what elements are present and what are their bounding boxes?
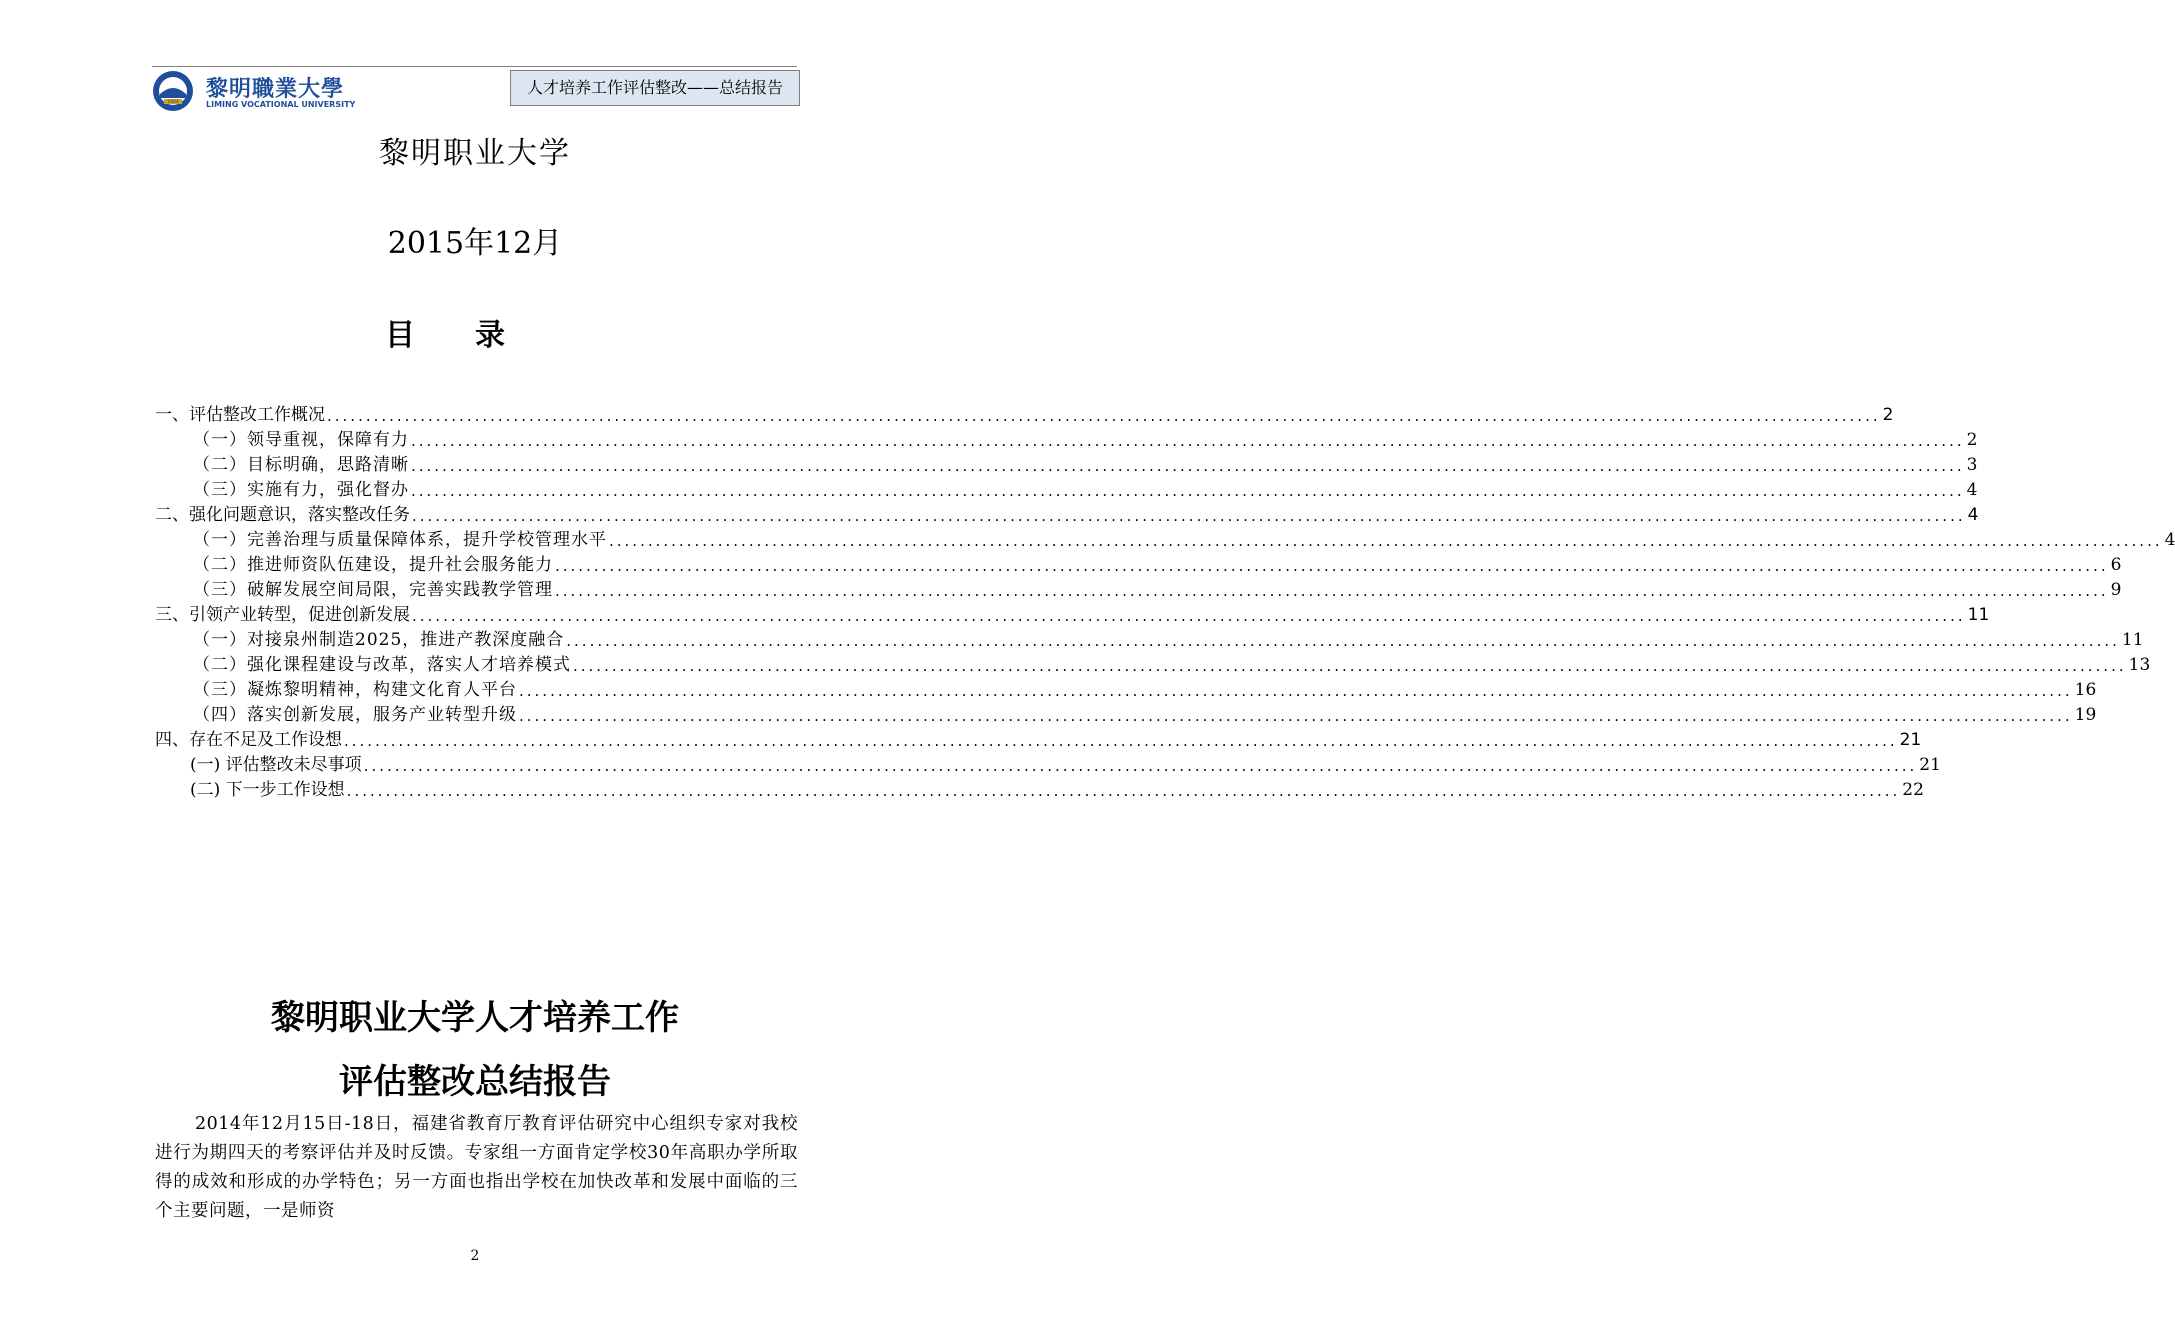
toc-entry[interactable] bbox=[155, 750, 1941, 775]
toc-page-number: 9 bbox=[2110, 580, 2122, 600]
university-logo bbox=[152, 70, 356, 114]
toc-entry-text: (二) 下一步工作设想 bbox=[190, 780, 345, 800]
toc-entry-text: （二）推进师资队伍建设，提升社会服务能力 bbox=[193, 555, 553, 575]
toc-entry-text: （三）破解发展空间局限，完善实践教学管理 bbox=[193, 580, 553, 600]
toc-page-number: 19 bbox=[2074, 705, 2097, 725]
toc-entry[interactable] bbox=[155, 575, 2122, 600]
toc-entry[interactable] bbox=[155, 725, 1922, 750]
toc-entry-text: 三、引领产业转型，促进创新发展 bbox=[155, 605, 410, 625]
toc-leader-dots: ........................................................................................................................................................................................................ bbox=[566, 632, 2120, 650]
toc-page-number: 21 bbox=[1899, 730, 1922, 750]
toc-leader-dots: ........................................................................................................................................................................................................ bbox=[346, 782, 1901, 800]
toc-entry-text: （一）完善治理与质量保障体系，提升学校管理水平 bbox=[193, 530, 607, 550]
toc-leader-dots: ........................................................................................................................................................................................................ bbox=[412, 507, 1966, 525]
toc-leader-dots: ........................................................................................................................................................................................................ bbox=[609, 532, 2163, 550]
toc-entry[interactable] bbox=[155, 500, 1979, 525]
toc-entry[interactable] bbox=[155, 550, 2122, 575]
cover-date: 2015年12月 bbox=[387, 226, 563, 261]
toc-leader-dots: ........................................................................................................................................................................................................ bbox=[363, 757, 1918, 775]
intro-paragraph: 2014年12月15日-18日，福建省教育厅教育评估研究中心组织专家对我校进行为期四天的考察评估并及时反馈。专家组一方面肯定学校30年高职办学所取得的成效和形成的办学特色；另一方面也指出学校在加快改革和发展中面临的三个主要问题，一是师资 bbox=[155, 1114, 798, 1221]
toc-entry-text: （二）强化课程建设与改革，落实人才培养模式 bbox=[193, 655, 571, 675]
toc-leader-dots: ........................................................................................................................................................................................................ bbox=[519, 707, 2073, 725]
document-label: 人才培养工作评估整改——总结报告 bbox=[510, 70, 800, 106]
toc-page-number: 2 bbox=[1966, 430, 1978, 450]
logo-chinese-name: 黎明職業大學 bbox=[206, 76, 345, 102]
toc-entry-text: 四、存在不足及工作设想 bbox=[155, 730, 342, 750]
toc-page-number: 6 bbox=[2110, 555, 2122, 575]
toc-page-number: 13 bbox=[2128, 655, 2151, 675]
toc-entry[interactable] bbox=[155, 425, 1978, 450]
toc-page-number: 2 bbox=[1882, 405, 1894, 425]
logo-english-name: LIMING VOCATIONAL UNIVERSITY bbox=[206, 100, 356, 109]
toc-page-number: 21 bbox=[1919, 755, 1941, 775]
toc-page-number: 4 bbox=[1966, 480, 1978, 500]
toc-leader-dots: ........................................................................................................................................................................................................ bbox=[555, 582, 2109, 600]
toc-entry[interactable] bbox=[155, 475, 1978, 500]
toc-entry-text: 二、强化问题意识，落实整改任务 bbox=[155, 505, 410, 525]
toc-leader-dots: ........................................................................................................................................................................................................ bbox=[411, 482, 1965, 500]
toc-entry-text: （一）对接泉州制造2025，推进产教深度融合 bbox=[193, 630, 565, 650]
toc-entry[interactable] bbox=[155, 450, 1978, 475]
toc-leader-dots: ........................................................................................................................................................................................................ bbox=[573, 657, 2127, 675]
report-title-line2: 评估整改总结报告 bbox=[339, 1062, 611, 1102]
header-rule bbox=[152, 66, 797, 67]
university-emblem-icon bbox=[152, 70, 194, 112]
report-title-line1: 黎明职业大学人才培养工作 bbox=[271, 998, 679, 1038]
toc-entry-text: （四）落实创新发展，服务产业转型升级 bbox=[193, 705, 517, 725]
toc-page-number: 11 bbox=[2121, 630, 2144, 650]
toc-entry-text: （一）领导重视，保障有力 bbox=[193, 430, 409, 450]
toc-page-number: 4 bbox=[1967, 505, 1979, 525]
toc-page-number: 22 bbox=[1902, 780, 1924, 800]
svg-text:1984: 1984 bbox=[167, 100, 179, 105]
toc-entry-text: （三）实施有力，强化督办 bbox=[193, 480, 409, 500]
toc-entry[interactable] bbox=[155, 675, 2097, 700]
toc-leader-dots: ........................................................................................................................................................................................................ bbox=[555, 557, 2109, 575]
toc-entry[interactable] bbox=[155, 650, 2151, 675]
toc-page-number: 16 bbox=[2074, 680, 2097, 700]
toc-entry-text: (一) 评估整改未尽事项 bbox=[190, 755, 362, 775]
toc-page-number: 3 bbox=[1966, 455, 1978, 475]
cover-school-name: 黎明职业大学 bbox=[379, 136, 571, 171]
toc-leader-dots: ........................................................................................................................................................................................................ bbox=[411, 432, 1965, 450]
toc-leader-dots: ........................................................................................................................................................................................................ bbox=[327, 407, 1881, 425]
toc-entry[interactable] bbox=[155, 400, 1894, 425]
toc-entry-text: 一、评估整改工作概况 bbox=[155, 405, 325, 425]
toc-entry[interactable] bbox=[155, 775, 1924, 800]
toc-entry-text: （二）目标明确，思路清晰 bbox=[193, 455, 409, 475]
toc-page-number: 4 bbox=[2164, 530, 2175, 550]
table-of-contents bbox=[155, 400, 2175, 800]
toc-entry[interactable] bbox=[155, 700, 2097, 725]
toc-leader-dots: ........................................................................................................................................................................................................ bbox=[519, 682, 2073, 700]
toc-leader-dots: ........................................................................................................................................................................................................ bbox=[412, 607, 1966, 625]
toc-entry-text: （三）凝炼黎明精神，构建文化育人平台 bbox=[193, 680, 517, 700]
toc-entry[interactable] bbox=[155, 625, 2144, 650]
toc-title-text: 目录 bbox=[385, 318, 565, 353]
toc-entry[interactable] bbox=[155, 525, 2175, 550]
toc-page-number: 11 bbox=[1967, 605, 1990, 625]
toc-entry[interactable] bbox=[155, 600, 1990, 625]
page-number: 2 bbox=[470, 1248, 480, 1264]
toc-leader-dots: ........................................................................................................................................................................................................ bbox=[411, 457, 1965, 475]
toc-leader-dots: ........................................................................................................................................................................................................ bbox=[344, 732, 1898, 750]
toc-title bbox=[0, 310, 950, 354]
